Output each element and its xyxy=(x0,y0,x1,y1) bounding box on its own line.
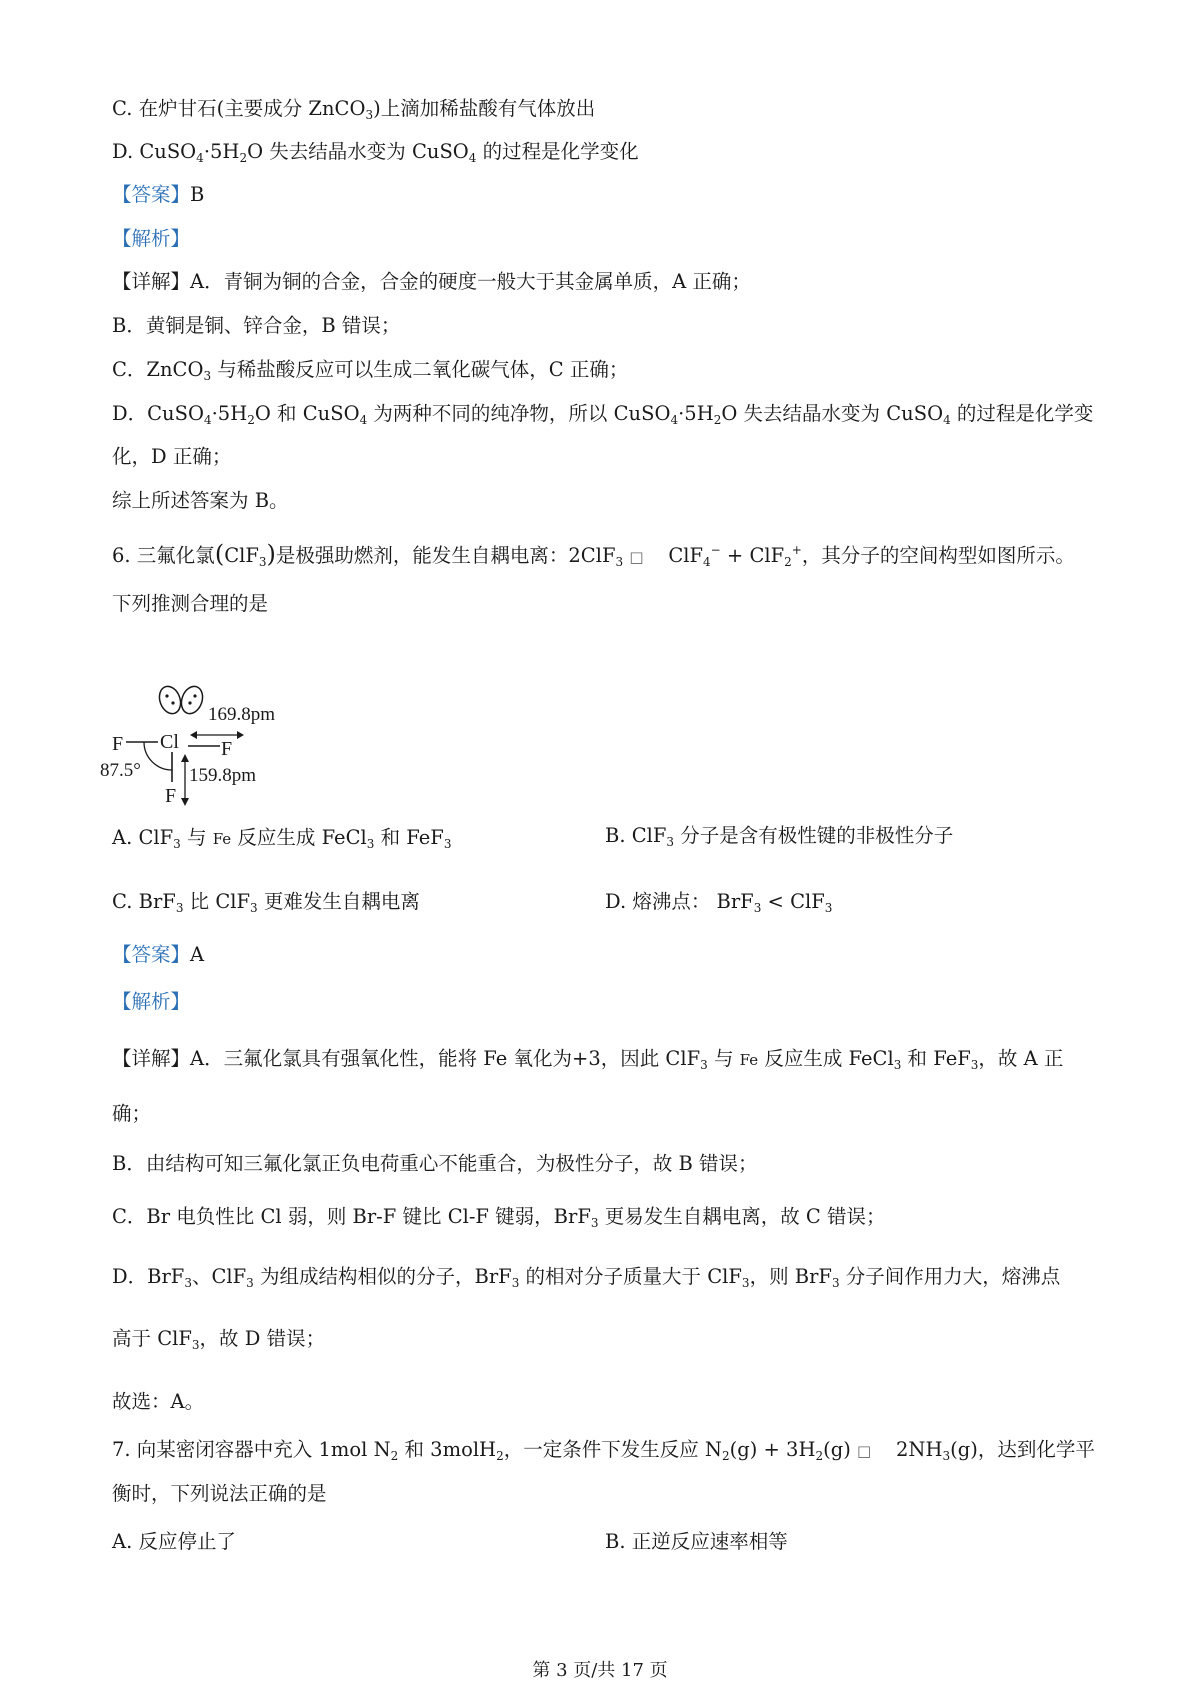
q6-stem: 6. 三氟化氯(ClF$_3$)是极强助燃剂，能发生自耦电离：2ClF$_3$ □ ClF$_4$− + ClF$_2$+，其分子的空间构型如图所示。 xyxy=(112,540,1075,569)
q6-option-b: B. ClF$_3$ 分子是含有极性键的非极性分子 xyxy=(605,824,954,849)
atom-f-right: F xyxy=(221,738,233,760)
q5-option-c: C. 在炉甘石(主要成分 ZnCO$_3$)上滴加稀盐酸有气体放出 xyxy=(112,97,596,122)
answer-tag: 【答案】 xyxy=(112,183,191,206)
q5-answer: 【答案】B xyxy=(112,183,205,206)
q6-option-d: D. 熔沸点： BrF$_3$ < ClF$_3$ xyxy=(605,890,833,915)
bond-angle: 87.5° xyxy=(100,760,141,781)
q6-option-c: C. BrF$_3$ 比 ClF$_3$ 更难发生自耦电离 xyxy=(112,890,420,915)
atom-cl: Cl xyxy=(160,731,179,753)
q7-option-b: B. 正逆反应速率相等 xyxy=(605,1530,788,1553)
q6-detail-b: B．由结构可知三氟化氯正负电荷重心不能重合，为极性分子，故 B 错误； xyxy=(112,1152,758,1175)
lone-pair-1 xyxy=(156,683,184,716)
atom-f-bottom: F xyxy=(165,785,177,807)
q5-summary: 综上所述答案为 B。 xyxy=(112,489,289,512)
q5-option-d: D. $CuSO_4\cdot 5H_2O$ 失去结晶水变为 CuSO$_4$ 的过程是化学变化 xyxy=(112,140,639,165)
q7-option-a: A. 反应停止了 xyxy=(112,1530,236,1553)
page-footer: 第 3 页/共 17 页 xyxy=(532,1660,668,1681)
q6-detail-d-cont: 高于 ClF$_3$，故 D 错误； xyxy=(112,1327,326,1352)
q5-detail-c: C．ZnCO$_3$ 与稀盐酸反应可以生成二氧化碳气体，C 正确； xyxy=(112,358,629,383)
q6-prompt: 下列推测合理的是 xyxy=(112,592,269,615)
atom-f-left: F xyxy=(112,733,124,755)
q6-detail-c: C．Br 电负性比 Cl 弱，则 Br-F 键比 Cl-F 键弱，BrF$_3$ 更易发生自耦电离，故 C 错误； xyxy=(112,1205,886,1230)
q6-detail-a: 【详解】A．三氟化氯具有强氧化性，能将 Fe 氧化为+3，因此 ClF$_3$ 与 Fe 反应生成 FeCl$_3$ 和 FeF$_3$，故 A 正 xyxy=(112,1047,1064,1072)
q7-stem: 7. 向某密闭容器中充入 1mol $N_2$ 和 3molH$_2$，一定条件下发生反应 $N_2(g) + 3H_2(g)$ □ $2NH_3(g)$，达到化学平 xyxy=(112,1438,1095,1463)
bond-length-1: 169.8pm xyxy=(208,704,276,725)
q6-answer: 【答案】A xyxy=(112,943,205,966)
q6-detail-a-cont: 确； xyxy=(112,1102,152,1125)
lone-pair-2 xyxy=(178,683,206,716)
q7-stem-cont: 衡时，下列说法正确的是 xyxy=(112,1482,327,1505)
q5-detail-b: B．黄铜是铜、锌合金，B 错误； xyxy=(112,314,401,337)
bond-length-2: 159.8pm xyxy=(189,765,257,786)
q5-detail-d-cont: 化，D 正确； xyxy=(112,445,232,468)
q5-analysis-tag: 【解析】 xyxy=(112,227,191,250)
q5-detail-d: D．$CuSO_4\cdot 5H_2O$ 和 CuSO$_4$ 为两种不同的纯净物，所以 $CuSO_4\cdot 5H_2O$ 失去结晶水变为 CuSO$_4$ 的过程是化学变 xyxy=(112,402,1094,427)
q6-option-a: A. ClF$_3$ 与 Fe 反应生成 FeCl$_3$ 和 FeF$_3$ xyxy=(112,826,452,851)
q6-conclusion: 故选：A。 xyxy=(112,1390,205,1413)
clf3-structure-diagram xyxy=(100,678,330,808)
q6-detail-d: D．BrF$_3$、ClF$_3$ 为组成结构相似的分子，BrF$_3$ 的相对分子质量大于 ClF$_3$，则 BrF$_3$ 分子间作用力大，熔沸点 xyxy=(112,1265,1061,1290)
q6-analysis-tag: 【解析】 xyxy=(112,990,191,1013)
q5-detail-a: 【详解】A．青铜为铜的合金，合金的硬度一般大于其金属单质，A 正确； xyxy=(112,270,751,293)
